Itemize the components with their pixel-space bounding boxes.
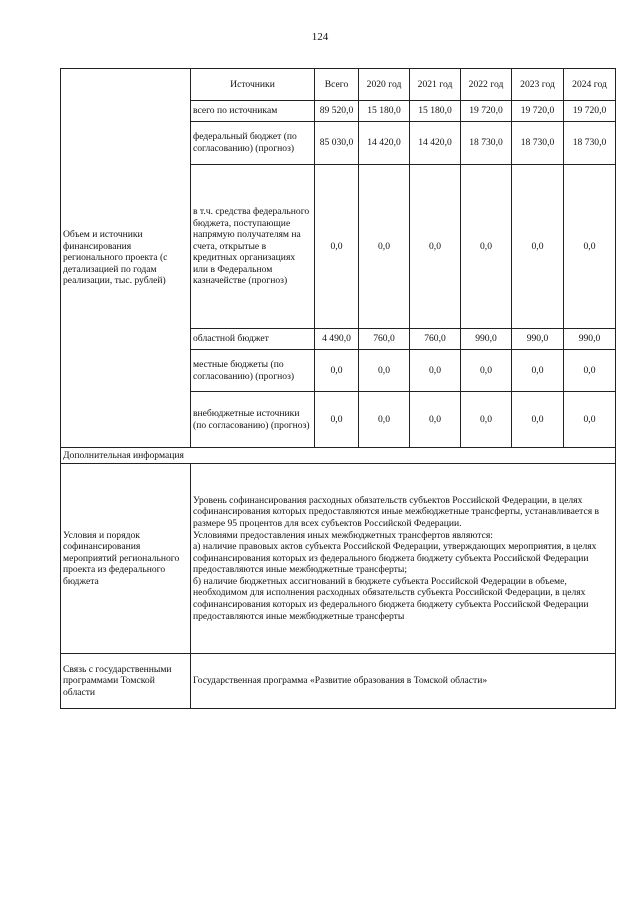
source-cell: местные бюджеты (по согласованию) (прогноз) xyxy=(191,350,315,392)
header-source: Источники xyxy=(191,69,315,101)
conditions-label: Условия и порядок софинансирования мероприятий регионального проекта из федерального бюджета xyxy=(61,464,191,654)
value-cell: 19 720,0 xyxy=(461,101,512,122)
conditions-paragraph: Уровень софинансирования расходных обязательств субъектов Российской Федерации, в целях софинансирования которых предоставляются иные межбюджетные трансферты, устанавливается в размере 95 процентов для всех субъектов Российской Федерации. xyxy=(193,494,600,529)
link-row xyxy=(61,654,616,709)
source-cell: областной бюджет xyxy=(191,329,315,350)
value-cell: 0,0 xyxy=(359,392,410,448)
value-cell: 0,0 xyxy=(315,350,359,392)
value-cell: 89 520,0 xyxy=(315,101,359,122)
link-text: Государственная программа «Развитие образования в Томской области» xyxy=(191,654,616,709)
source-cell: в т.ч. средства федерального бюджета, поступающие напрямую получателям на счета, открытые в кредитных организациях или в Федеральном казначействе (прогноз) xyxy=(191,165,315,329)
value-cell: 0,0 xyxy=(512,392,564,448)
value-cell: 19 720,0 xyxy=(564,101,616,122)
source-cell: федеральный бюджет (по согласованию) (прогноз) xyxy=(191,122,315,165)
value-cell: 0,0 xyxy=(359,165,410,329)
header-total: Всего xyxy=(315,69,359,101)
funding-header-row xyxy=(61,69,616,101)
value-cell: 19 720,0 xyxy=(512,101,564,122)
header-2022: 2022 год xyxy=(461,69,512,101)
source-cell: внебюджетные источники (по согласованию) (прогноз) xyxy=(191,392,315,448)
value-cell: 18 730,0 xyxy=(564,122,616,165)
header-2021: 2021 год xyxy=(410,69,461,101)
value-cell: 990,0 xyxy=(461,329,512,350)
value-cell: 760,0 xyxy=(359,329,410,350)
value-cell: 4 490,0 xyxy=(315,329,359,350)
header-2023: 2023 год xyxy=(512,69,564,101)
value-cell: 0,0 xyxy=(410,350,461,392)
value-cell: 0,0 xyxy=(461,392,512,448)
value-cell: 14 420,0 xyxy=(359,122,410,165)
passport-table xyxy=(60,68,616,709)
value-cell: 0,0 xyxy=(359,350,410,392)
value-cell: 990,0 xyxy=(512,329,564,350)
value-cell: 0,0 xyxy=(410,392,461,448)
page-number: 124 xyxy=(311,31,329,43)
value-cell: 0,0 xyxy=(461,165,512,329)
conditions-paragraph: Условиями предоставления иных межбюджетных трансфертов являются: xyxy=(193,529,493,541)
value-cell: 18 730,0 xyxy=(512,122,564,165)
value-cell: 15 180,0 xyxy=(359,101,410,122)
value-cell: 0,0 xyxy=(315,392,359,448)
value-cell: 0,0 xyxy=(512,165,564,329)
conditions-row xyxy=(61,464,616,654)
value-cell: 0,0 xyxy=(564,350,616,392)
value-cell: 85 030,0 xyxy=(315,122,359,165)
source-cell: всего по источникам xyxy=(191,101,315,122)
conditions-text xyxy=(191,464,616,654)
header-2024: 2024 год xyxy=(564,69,616,101)
value-cell: 0,0 xyxy=(315,165,359,329)
header-2020: 2020 год xyxy=(359,69,410,101)
conditions-paragraph: а) наличие правовых актов субъекта Российской Федерации, утверждающих мероприятия, в целях софинансирования которых из федерального бюджета бюджету субъекта Российской Федерации предоставляются иные межбюджетные трансферты; xyxy=(193,541,597,576)
conditions-paragraph: б) наличие бюджетных ассигнований в бюджете субъекта Российской Федерации в объеме, необходимом для исполнения расходных обязательств субъекта Российской Федерации, в целях софинансирования которых из федерального бюджета бюджету субъекта Российской Федерации предоставляются иные межбюджетные трансферты xyxy=(193,575,589,622)
value-cell: 0,0 xyxy=(461,350,512,392)
value-cell: 0,0 xyxy=(512,350,564,392)
value-cell: 0,0 xyxy=(410,165,461,329)
additional-info-heading: Дополнительная информация xyxy=(61,448,616,464)
value-cell: 760,0 xyxy=(410,329,461,350)
link-label: Связь с государственными программами Томской области xyxy=(61,654,191,709)
additional-info-row xyxy=(61,448,616,464)
value-cell: 15 180,0 xyxy=(410,101,461,122)
value-cell: 18 730,0 xyxy=(461,122,512,165)
value-cell: 0,0 xyxy=(564,392,616,448)
value-cell: 990,0 xyxy=(564,329,616,350)
value-cell: 14 420,0 xyxy=(410,122,461,165)
funding-row-label: Объем и источники финансирования регионального проекта (с детализацией по годам реализации, тыс. рублей) xyxy=(61,69,191,448)
value-cell: 0,0 xyxy=(564,165,616,329)
